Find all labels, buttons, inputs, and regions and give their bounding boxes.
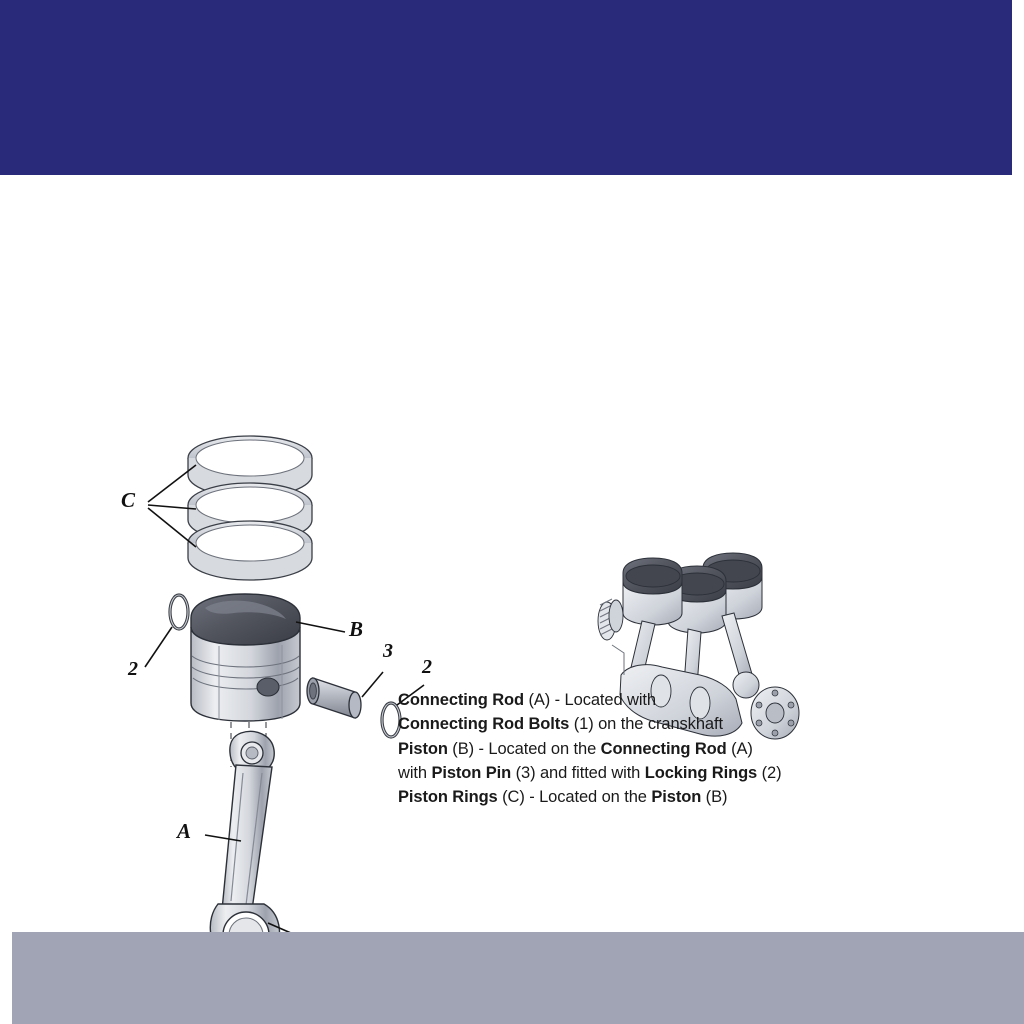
callout-a: A [176, 819, 192, 843]
caption-term: Connecting Rod [398, 691, 524, 709]
callout-3: 3 [383, 640, 393, 662]
locking-ring-left [145, 595, 188, 667]
caption-block [398, 688, 878, 809]
caption-line-1 [398, 688, 878, 712]
inset-timing-gear [598, 599, 623, 640]
piston-ring-3 [188, 521, 312, 580]
header-band [0, 0, 1012, 175]
caption-text: (C) - Located on the [497, 788, 652, 807]
caption-term: Piston Rings [398, 788, 498, 807]
callout-c: C [120, 488, 136, 512]
caption-term: Piston [398, 739, 448, 758]
caption-term: Piston [651, 788, 702, 807]
caption-line-3 [398, 737, 878, 761]
inset-piston-front [623, 558, 682, 625]
caption-text: (3) and fitted with [511, 763, 645, 782]
caption-line-4 [398, 761, 878, 785]
caption-term: Piston Pin [431, 763, 512, 782]
caption-text: (A) [726, 739, 753, 758]
callout-2-right: 2 [422, 656, 432, 678]
diagram-svg [0, 175, 1024, 932]
caption-text: (B) [701, 788, 728, 807]
callout-2-left: 2 [128, 658, 138, 680]
caption-line-5 [398, 785, 878, 809]
footer-band [12, 932, 1024, 1024]
caption-text: (1) on the cranskhaft [569, 715, 723, 734]
exploded-piston-diagram [0, 175, 1024, 932]
caption-text: with [398, 763, 432, 782]
piston-pin [307, 672, 383, 718]
caption-line-2 [398, 712, 878, 736]
piston-rings-group [148, 436, 312, 580]
caption-text: (2) [757, 763, 782, 782]
caption-term: Connecting Rod Bolts [398, 715, 570, 734]
connecting-rod [205, 731, 300, 965]
caption-text: (B) - Located on the [447, 739, 601, 758]
caption-text: (A) - Located with [524, 691, 656, 709]
callout-b: B [348, 617, 364, 641]
caption-term: Connecting Rod [600, 739, 727, 758]
caption-term: Locking Rings [644, 763, 758, 782]
